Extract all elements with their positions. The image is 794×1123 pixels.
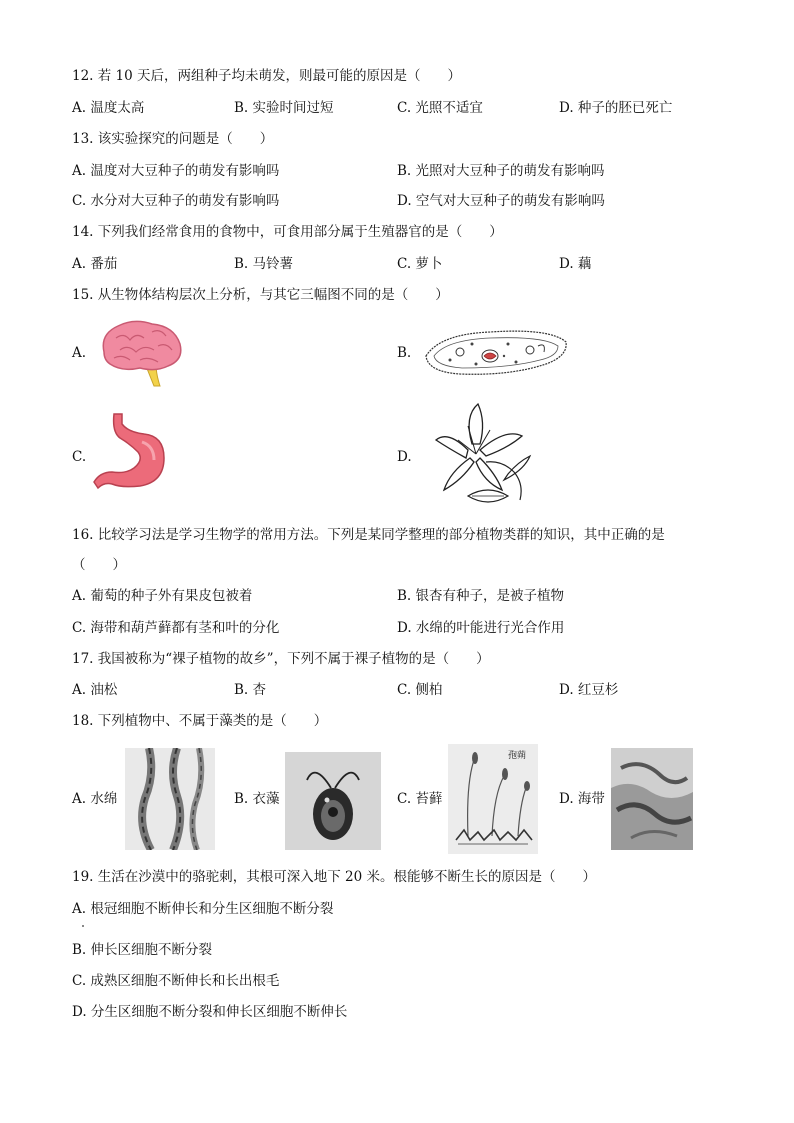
q15-option-c: C. <box>72 449 87 465</box>
q15-option-a: A. <box>72 345 87 361</box>
q15-stem: 15. 从生物体结构层次上分析，与其它三幅图不同的是（ ） <box>72 287 449 303</box>
q16-option-b: B. 银杏有种子，是被子植物 <box>397 588 565 604</box>
kelp-photo <box>611 748 693 850</box>
q17-option-a: A. 油松 <box>72 682 118 698</box>
q15-option-b: B. <box>397 345 412 361</box>
q15-option-d: D. <box>397 449 412 465</box>
spirogyra-photo <box>125 748 215 850</box>
q17-stem: 17. 我国被称为“裸子植物的故乡”，下列不属于裸子植物的是（ ） <box>72 651 490 667</box>
q13-stem: 13. 该实验探究的问题是（ ） <box>72 131 274 147</box>
q14-option-c: C. 萝卜 <box>397 256 443 272</box>
brain-icon <box>96 318 186 388</box>
q14-stem: 14. 下列我们经常食用的食物中，可食用部分属于生殖器官的是（ ） <box>72 224 503 240</box>
q18-stem: 18. 下列植物中、不属于藻类的是（ ） <box>72 713 328 729</box>
q13-option-b: B. 光照对大豆种子的萌发有影响吗 <box>397 163 605 179</box>
q14-option-b: B. 马铃薯 <box>234 256 294 272</box>
q16-option-a: A. 葡萄的种子外有果皮包被着 <box>72 588 253 604</box>
scan-speck <box>82 925 84 927</box>
q17-option-b: B. 杏 <box>234 682 267 698</box>
paramecium-icon <box>420 322 570 382</box>
q16-option-c: C. 海带和葫芦藓都有茎和叶的分化 <box>72 620 280 636</box>
q18-option-c: C. 苔藓 <box>397 791 443 807</box>
q14-option-a: A. 番茄 <box>72 256 118 272</box>
q12-option-a: A. 温度太高 <box>72 100 145 116</box>
q13-option-c: C. 水分对大豆种子的萌发有影响吗 <box>72 193 280 209</box>
q12-option-d: D. 种子的胚已死亡 <box>559 100 673 116</box>
q17-option-d: D. 红豆杉 <box>559 682 619 698</box>
q16-stem-line2: （ ） <box>72 557 126 573</box>
q19-option-b: B. 伸长区细胞不断分裂 <box>72 942 213 958</box>
q12-stem: 12. 若 10 天后，两组种子均未萌发，则最可能的原因是（ ） <box>72 68 462 84</box>
q18-option-b: B. 衣藻 <box>234 791 280 807</box>
q18-option-a: A. 水绵 <box>72 791 118 807</box>
q19-option-a: A. 根冠细胞不断伸长和分生区细胞不断分裂 <box>72 901 334 917</box>
q16-option-d: D. 水绵的叶能进行光合作用 <box>397 620 565 636</box>
q16-stem-line1: 16. 比较学习法是学习生物学的常用方法。下列是某同学整理的部分植物类群的知识，其中正确的是 <box>72 527 665 543</box>
chlamydomonas-photo <box>285 752 381 850</box>
q19-stem: 19. 生活在沙漠中的骆驼刺，其根可深入地下 20 米。根能够不断生长的原因是（ ） <box>72 869 597 885</box>
q13-option-a: A. 温度对大豆种子的萌发有影响吗 <box>72 163 280 179</box>
q19-option-c: C. 成熟区细胞不断伸长和长出根毛 <box>72 973 280 989</box>
sporangium-label: 孢蒴 <box>508 751 527 761</box>
lily-flower-icon <box>428 400 538 510</box>
q17-option-c: C. 侧柏 <box>397 682 443 698</box>
q14-option-d: D. 藕 <box>559 256 592 272</box>
q13-option-d: D. 空气对大豆种子的萌发有影响吗 <box>397 193 605 209</box>
q19-option-d: D. 分生区细胞不断分裂和伸长区细胞不断伸长 <box>72 1004 348 1020</box>
stomach-icon <box>92 412 172 497</box>
q12-option-b: B. 实验时间过短 <box>234 100 334 116</box>
q12-option-c: C. 光照不适宜 <box>397 100 483 116</box>
q18-option-d: D. 海带 <box>559 791 605 807</box>
